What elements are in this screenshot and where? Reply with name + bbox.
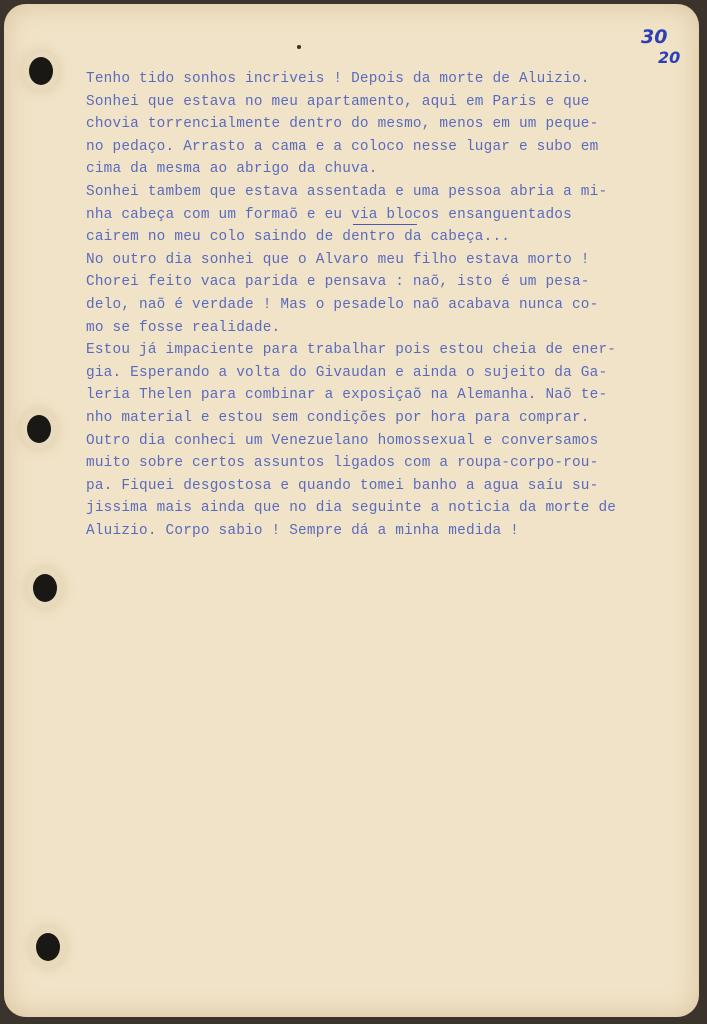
text-line: Estou já impaciente para trabalhar pois estou cheia de ener-: [86, 342, 617, 359]
text-line: Chorei feito vaca parida e pensava : naõ, isto é um pesa-: [86, 274, 590, 291]
page-number: 30: [641, 26, 668, 48]
text-line: delo, naõ é verdade ! Mas o pesadelo naõ acabava nunca co-: [86, 296, 599, 313]
page-number-secondary: 20: [658, 48, 681, 67]
text-line: mo se fosse realidade.: [86, 319, 281, 336]
binder-hole-3: [33, 574, 57, 602]
text-line: muito sobre certos assuntos ligados com a roupa-corpo-rou-: [86, 455, 599, 472]
text-line: Sonhei que estava no meu apartamento, aqui em Paris e que: [86, 93, 590, 110]
text-line: jissima mais ainda que no dia seguinte a noticia da morte de: [86, 500, 617, 517]
text-line: gia. Esperando a volta do Givaudan e ainda o sujeito da Ga-: [86, 364, 608, 381]
text-line: no pedaço. Arrasto a cama e a coloco nesse lugar e subo em: [86, 138, 599, 155]
text-line: leria Thelen para combinar a exposiçaõ na Alemanha. Naõ te-: [86, 387, 608, 404]
binder-hole-2: [27, 415, 51, 443]
text-line: No outro dia sonhei que o Alvaro meu filho estava morto !: [86, 251, 590, 268]
binder-hole-4: [36, 933, 60, 961]
ink-speck: [297, 45, 301, 49]
text-line: Tenho tido sonhos incriveis ! Depois da morte de Aluizio.: [86, 71, 590, 87]
binder-hole-1: [29, 57, 53, 85]
text-line: nha cabeça com um formaõ e eu via blocos ensanguentados: [86, 206, 572, 223]
typed-letter-body: [86, 68, 696, 542]
text-line: cairem no meu colo saindo de dentro da cabeça...: [86, 229, 511, 246]
text-line: pa. Fiquei desgostosa e quando tomei banho a agua saíu su-: [86, 477, 599, 494]
text-line: Aluizio. Corpo sabio ! Sempre dá a minha medida !: [86, 522, 519, 539]
typed-page: [4, 4, 699, 1017]
text-line: chovia torrencialmente dentro do mesmo, menos em um peque-: [86, 116, 599, 133]
text-line: cima da mesma ao abrigo da chuva.: [86, 161, 378, 178]
text-line: Sonhei tambem que estava assentada e uma pessoa abria a mi-: [86, 183, 608, 200]
text-line: Outro dia conheci um Venezuelano homossexual e conversamos: [86, 432, 599, 449]
text-line: nho material e estou sem condições por hora para comprar.: [86, 409, 590, 426]
